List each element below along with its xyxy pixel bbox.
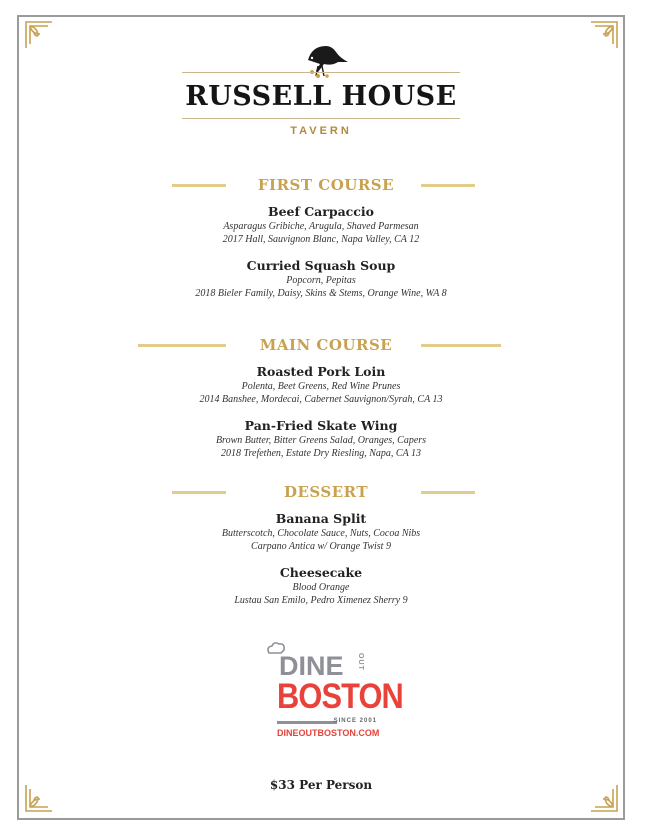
menu-item — [0, 418, 642, 460]
out-text: OUT — [357, 653, 364, 671]
item-wine-pairing: Lustau San Emilo, Pedro Ximenez Sherry 9 — [234, 595, 408, 606]
item-name: Pan-Fried Skate Wing — [244, 418, 398, 433]
item-wine-pairing: 2018 Bieler Family, Daisy, Skins & Stems, Orange Wine, WA 8 — [195, 288, 447, 299]
section-title: FIRST COURSE — [257, 176, 395, 194]
item-wine-pairing: 2017 Hall, Sauvignon Blanc, Napa Valley, CA 12 — [222, 234, 420, 245]
section-rule — [138, 344, 226, 347]
item-name: Roasted Pork Loin — [256, 364, 386, 379]
section-rule — [421, 491, 475, 494]
item-description: Popcorn, Pepitas — [286, 275, 356, 286]
dine-out-boston-logo — [265, 641, 403, 745]
menu-item — [0, 511, 642, 553]
item-wine-pairing: Carpano Antica w/ Orange Twist 9 — [251, 541, 391, 552]
boston-text: BOSTON — [277, 677, 403, 716]
item-wine-pairing: 2014 Banshee, Mordecai, Cabernet Sauvignon/Syrah, CA 13 — [199, 394, 443, 405]
menu-item — [0, 364, 642, 406]
corner-ornament-icon — [589, 20, 619, 50]
corner-ornament-icon — [24, 20, 54, 50]
section-header — [0, 482, 652, 501]
item-name: Banana Split — [275, 511, 367, 526]
item-wine-pairing: 2018 Trefethen, Estate Dry Riesling, Napa, CA 13 — [221, 448, 421, 459]
menu-item — [0, 204, 642, 246]
dine-out-url: DINEOUTBOSTON.COM — [277, 728, 380, 738]
price-per-person: $33 Per Person — [269, 778, 373, 792]
menu-item — [0, 565, 642, 607]
section-title: DESSERT — [283, 483, 369, 501]
item-name: Beef Carpaccio — [268, 204, 374, 219]
logo-title: RUSSELL HOUSE — [185, 81, 457, 112]
section-rule — [421, 184, 475, 187]
section-header — [0, 335, 652, 354]
item-description: Brown Butter, Bitter Greens Salad, Oranges, Capers — [215, 435, 427, 446]
since-text: SINCE 2001 — [333, 718, 377, 724]
section-rule — [421, 344, 501, 347]
crow-icon — [300, 38, 350, 80]
logo-subtitle: TAVERN — [290, 125, 352, 137]
item-description: Blood Orange — [292, 582, 350, 593]
item-name: Curried Squash Soup — [246, 258, 396, 273]
item-description: Butterscotch, Chocolate Sauce, Nuts, Cocoa Nibs — [221, 528, 421, 539]
section-header — [0, 175, 652, 194]
item-description: Asparagus Gribiche, Arugula, Shaved Parmesan — [223, 221, 419, 232]
section-title: MAIN COURSE — [259, 336, 393, 354]
logo-rule — [182, 118, 460, 119]
section-rule — [172, 184, 226, 187]
menu-item — [0, 258, 642, 300]
restaurant-logo — [182, 38, 460, 142]
item-name: Cheesecake — [279, 565, 363, 580]
logo-rule — [182, 72, 460, 73]
dine-text: DINE — [279, 651, 344, 681]
section-rule — [172, 491, 226, 494]
item-description: Polenta, Beet Greens, Red Wine Prunes — [241, 381, 401, 392]
